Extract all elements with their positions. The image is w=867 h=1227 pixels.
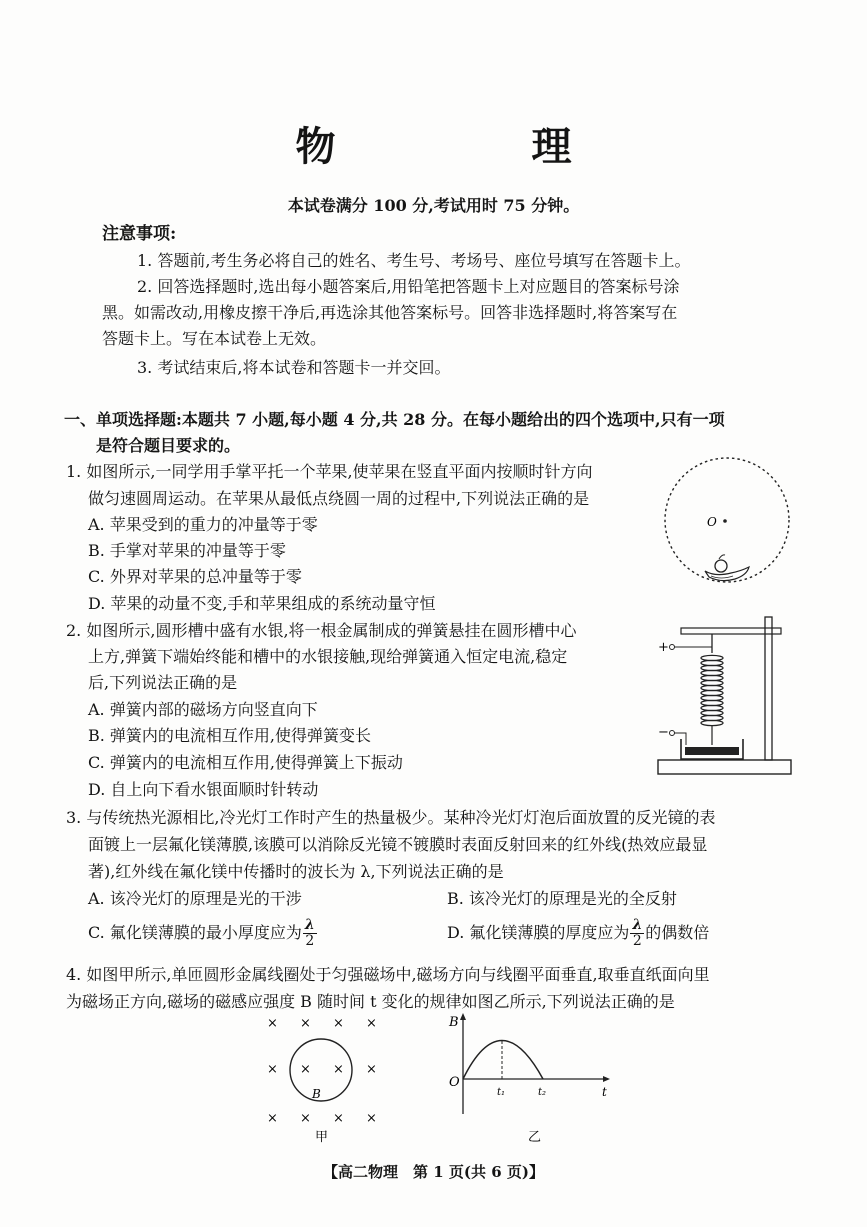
q1-option-a: A. 苹果受到的重力的冲量等于零 (88, 515, 318, 534)
axis-t-label: t (602, 1085, 607, 1099)
q3-option-d-suffix: 的偶数倍 (645, 923, 710, 942)
svg-text:×: × (333, 1016, 344, 1031)
spring-coil-icon (701, 655, 723, 725)
q4-figure-yi (445, 1010, 615, 1147)
q4-stem-2: 为磁场正方向,磁场的磁感应强度 B 随时间 t 变化的规律如图乙所示,下列说法正确的是 (66, 992, 675, 1011)
t1-label: t₁ (497, 1087, 506, 1098)
hand-apple-icon (705, 555, 749, 581)
svg-text:×: × (267, 1016, 278, 1031)
q1-figure (655, 455, 805, 595)
q3-option-a: A. 该冷光灯的原理是光的干涉 (88, 889, 302, 908)
axis-b-label: B (449, 1015, 459, 1030)
q2-option-b: B. 弹簧内的电流相互作用,使得弹簧变长 (88, 726, 372, 745)
q2-figure (655, 615, 795, 780)
svg-text:×: × (333, 1111, 344, 1126)
q1-option-b: B. 手掌对苹果的冲量等于零 (88, 541, 286, 560)
notice-line-3: 3. 考试结束后,将本试卷和答题卡一并交回。 (137, 358, 451, 377)
center-o-label: O (707, 515, 717, 529)
page-footer: 【高二物理 第 1 页(共 6 页)】 (323, 1163, 544, 1181)
svg-text:×: × (267, 1111, 278, 1126)
q1-option-d: D. 苹果的动量不变,手和苹果组成的系统动量守恒 (88, 594, 436, 613)
svg-text:×: × (333, 1062, 344, 1077)
q2-stem-1: 2. 如图所示,圆形槽中盛有水银,将一根金属制成的弹簧悬挂在圆形槽中心 (66, 621, 577, 640)
exam-info: 本试卷满分 100 分,考试用时 75 分钟。 (287, 196, 580, 215)
q1-stem-2: 做匀速圆周运动。在苹果从最低点绕圆一周的过程中,下列说法正确的是 (88, 489, 590, 508)
notice-line-1: 1. 答题前,考生务必将自己的姓名、考生号、考场号、座位号填写在答题卡上。 (137, 251, 691, 270)
section-heading-cont: 是符合题目要求的。 (96, 436, 241, 455)
minus-terminal: − (658, 725, 669, 740)
q1-stem-1: 1. 如图所示,一同学用手掌平托一个苹果,使苹果在竖直平面内按顺时针方向 (66, 462, 593, 481)
q4-stem-1: 4. 如图甲所示,单匝圆形金属线圈处于匀强磁场中,磁场方向与线圈平面垂直,取垂直纸面向里 (66, 965, 710, 984)
center-dot (723, 519, 727, 523)
q3-option-d-text: D. 氟化镁薄膜的厚度应为 (447, 923, 630, 942)
q3-option-b: B. 该冷光灯的原理是光的全反射 (447, 889, 677, 908)
q2-stem-3: 后,下列说法正确的是 (88, 673, 238, 692)
q2-option-d: D. 自上向下看水银面顺时针转动 (88, 780, 319, 799)
lambda-half-fraction: $\frac{\lambda}{2}$ (304, 917, 315, 949)
q3-option-c-text: C. 氟化镁薄膜的最小厚度应为 (88, 923, 302, 942)
lambda-half-fraction-d: $\frac{\lambda}{2}$ (632, 917, 643, 949)
svg-text:×: × (267, 1062, 278, 1077)
q3-stem-1: 3. 与传统热光源相比,冷光灯工作时产生的热量极少。某种冷光灯灯泡后面放置的反光镜的表 (66, 808, 716, 827)
svg-text:×: × (366, 1111, 377, 1126)
svg-text:×: × (366, 1016, 377, 1031)
notice-heading: 注意事项: (102, 224, 177, 244)
q2-stem-2: 上方,弹簧下端始终能和槽中的水银接触,现给弹簧通入恒定电流,稳定 (88, 647, 568, 666)
plus-terminal: + (658, 640, 669, 655)
svg-text:×: × (300, 1111, 311, 1126)
origin-label: O (449, 1075, 460, 1090)
b-t-curve (463, 1041, 543, 1080)
svg-text:×: × (300, 1062, 311, 1077)
svg-text:×: × (300, 1016, 311, 1031)
q3-stem-2: 面镀上一层氟化镁薄膜,该膜可以消除反光镜不镀膜时表面反射回来的红外线(热效应最显 (88, 835, 708, 854)
page-title: 物 理 (295, 123, 650, 170)
q2-option-c: C. 弹簧内的电流相互作用,使得弹簧上下振动 (88, 753, 403, 772)
magnetic-field-crosses (267, 1016, 377, 1126)
q3-option-d (447, 918, 709, 949)
section-heading: 一、单项选择题:本题共 7 小题,每小题 4 分,共 28 分。在每小题给出的四个选项中,只有一项 (64, 410, 725, 429)
q3-option-c (88, 918, 318, 949)
q3-stem-3: 著),红外线在氟化镁中传播时的波长为 λ,下列说法正确的是 (88, 862, 504, 881)
t2-label: t₂ (538, 1087, 547, 1098)
coil-b-label: B (312, 1087, 321, 1101)
figure-jia-label: 甲 (315, 1130, 329, 1145)
notice-line-2a: 2. 回答选择题时,选出每小题答案后,用铅笔把答题卡上对应题目的答案标号涂 (137, 277, 680, 296)
notice-line-2c: 答题卡上。写在本试卷上无效。 (102, 329, 327, 348)
figure-yi-label: 乙 (528, 1130, 542, 1145)
q2-option-a: A. 弹簧内部的磁场方向竖直向下 (88, 700, 318, 719)
q1-option-c: C. 外界对苹果的总冲量等于零 (88, 567, 302, 586)
notice-line-2b: 黑。如需改动,用橡皮擦干净后,再选涂其他答案标号。回答非选择题时,将答案写在 (102, 303, 678, 322)
q4-figure-jia (260, 1012, 390, 1147)
svg-text:×: × (366, 1062, 377, 1077)
